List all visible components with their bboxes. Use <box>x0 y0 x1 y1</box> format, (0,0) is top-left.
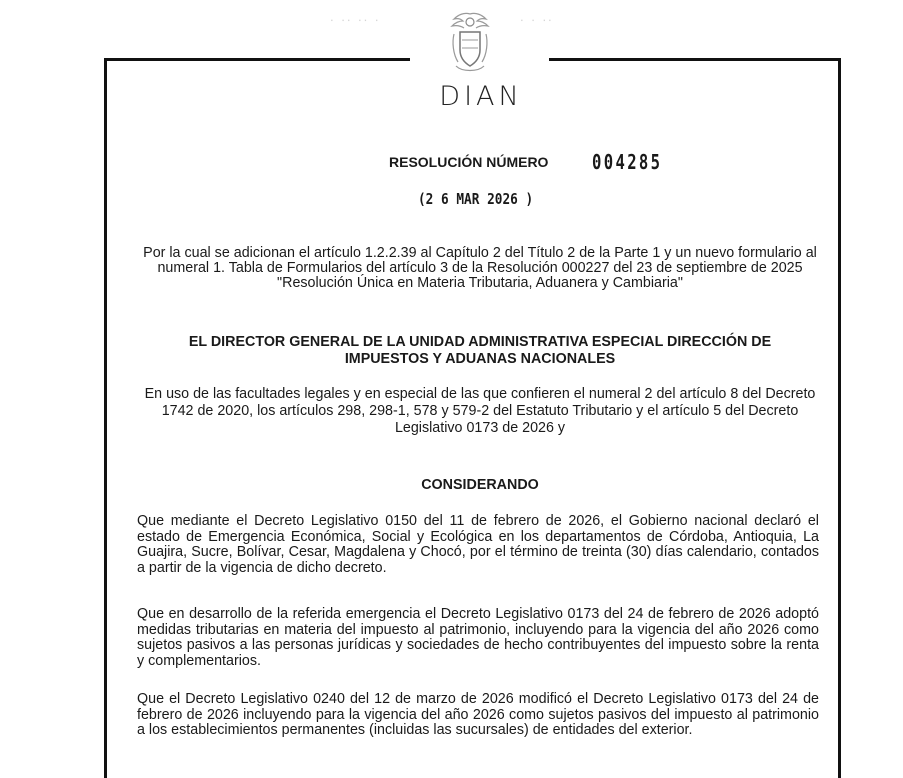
faint-header-text-right: ∙ ∙ ∙∙ <box>520 12 554 27</box>
issuing-authority-line-2: IMPUESTOS Y ADUANAS NACIONALES <box>344 351 616 367</box>
resolution-summary: Por la cual se adicionan el artículo 1.2.2.39 al Capítulo 2 del Título 2 de la Parte 1 y un nuevo formulario al numeral 1. Tabla de Formularios del artículo 3 de la Resolución 000227 del 23 de septiembre de 2025 "Resolución Única en Materia Tributaria, Aduanera y Cambiaria" <box>143 245 817 291</box>
dian-logo: DIAN <box>439 81 523 112</box>
legal-powers-paragraph: En uso de las facultades legales y en especial de las que confieren el numeral 2 del artículo 8 del Decreto 1742 de 2020, los artículos 298, 298-1, 578 y 579-2 del Estatuto Tributario y el artículo 5 del Decreto Legislativo 0173 de 2026 y <box>144 386 816 436</box>
frame-top-left-border <box>104 58 410 61</box>
issuing-authority <box>140 334 820 368</box>
faint-header-text-left: ∙ ∙∙ ∙∙ ∙ <box>330 12 381 27</box>
considerando-paragraph: Que el Decreto Legislativo 0240 del 12 de marzo de 2026 modificó el Decreto Legislativo 0173 del 24 de febrero de 2026 incluyendo para la vigencia del año 2026 como sujetos pasivos del impuesto al patrimonio a los establecimientos permanentes (incluidas las sucursales) de entidades del exterior. <box>137 691 819 738</box>
considerando-paragraph: Que en desarrollo de la referida emergencia el Decreto Legislativo 0173 del 24 de febrero de 2026 adoptó medidas tributarias en materia del impuesto al patrimonio, incluyendo para la vigencia del año 2026 como sujetos pasivos a las personas jurídicas y sociedades de hecho contribuyentes del impuesto sobre la renta y complementarios. <box>137 606 819 669</box>
considerando-heading: CONSIDERANDO <box>421 477 539 493</box>
resolution-date: (2 6 MAR 2026 ) <box>418 190 534 208</box>
frame-left-border <box>104 58 107 778</box>
considerando-paragraph: Que mediante el Decreto Legislativo 0150 del 11 de febrero de 2026, el Gobierno nacional declaró el estado de Emergencia Económica, Social y Ecológica en los departamentos de Córdoba, Antioquia, La Guajira, Sucre, Bolívar, Cesar, Magdalena y Chocó, por el término de treinta (30) días calendario, contados a partir de la vigencia de dicho decreto. <box>137 513 819 576</box>
resolution-number: 004285 <box>592 150 663 174</box>
frame-top-right-border <box>549 58 841 61</box>
coat-of-arms-icon <box>444 10 496 78</box>
frame-right-border <box>838 58 841 778</box>
resolution-label: RESOLUCIÓN NÚMERO <box>389 154 549 170</box>
issuing-authority-line-1: EL DIRECTOR GENERAL DE LA UNIDAD ADMINISTRATIVA ESPECIAL DIRECCIÓN DE <box>188 334 772 350</box>
